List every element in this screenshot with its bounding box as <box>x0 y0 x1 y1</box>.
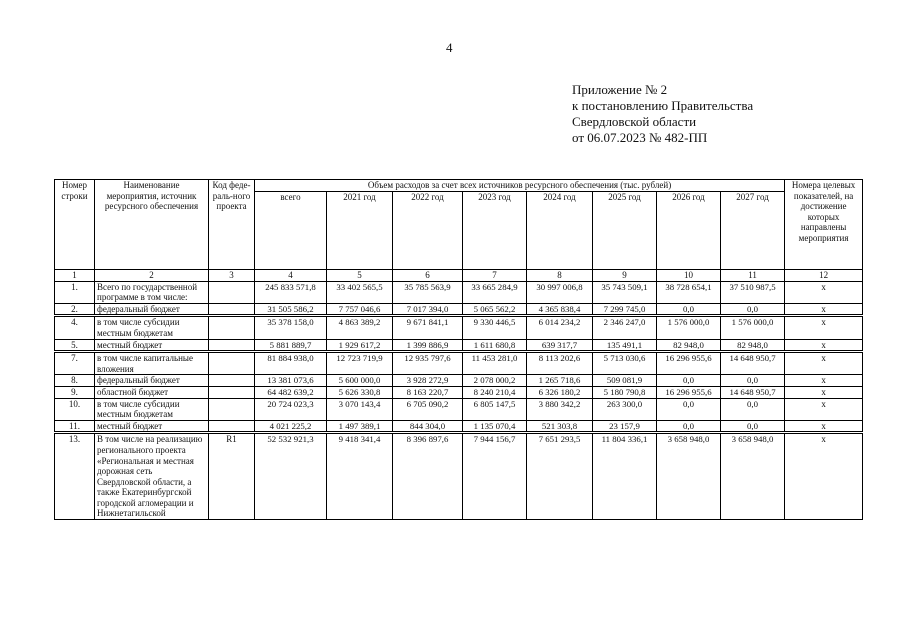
table-row <box>55 352 863 375</box>
appendix-resolution: к постановлению Правительства <box>572 98 754 113</box>
row-2026: 82 948,0 <box>657 339 721 352</box>
table-header-row <box>55 180 863 192</box>
header-targets: Номера целевых показателей, на достижение которых направлены мероприятия <box>785 180 863 270</box>
row-2025: 2 346 247,0 <box>593 316 657 339</box>
row-2021: 5 600 000,0 <box>327 375 393 387</box>
header-volume: Объем расходов за счет всех источников ресурсного обеспечения (тыс. рублей) <box>255 180 785 192</box>
row-2022: 6 705 090,2 <box>393 398 463 420</box>
table-row <box>55 281 863 303</box>
row-2021: 33 402 565,5 <box>327 281 393 303</box>
row-project-code: R1 <box>209 433 255 520</box>
row-name: Всего по государственной программе в том числе: <box>95 281 209 303</box>
row-2026: 38 728 654,1 <box>657 281 721 303</box>
row-2022: 35 785 563,9 <box>393 281 463 303</box>
row-name: федеральный бюджет <box>95 375 209 387</box>
row-2021: 1 497 389,1 <box>327 420 393 433</box>
row-2021: 5 626 330,8 <box>327 386 393 398</box>
row-number: 9. <box>55 386 95 398</box>
row-total: 52 532 921,3 <box>255 433 327 520</box>
header-2021: 2021 год <box>327 191 393 269</box>
row-2021: 1 929 617,2 <box>327 339 393 352</box>
header-total: всего <box>255 191 327 269</box>
row-targets: x <box>785 316 863 339</box>
row-2027: 1 576 000,0 <box>721 316 785 339</box>
row-number: 8. <box>55 375 95 387</box>
row-2026: 1 576 000,0 <box>657 316 721 339</box>
row-2022: 9 671 841,1 <box>393 316 463 339</box>
row-2022: 844 304,0 <box>393 420 463 433</box>
row-2021: 12 723 719,9 <box>327 352 393 375</box>
row-2026: 0,0 <box>657 303 721 316</box>
row-total: 31 505 586,2 <box>255 303 327 316</box>
row-2025: 7 299 745,0 <box>593 303 657 316</box>
row-2025: 263 300,0 <box>593 398 657 420</box>
row-total: 64 482 639,2 <box>255 386 327 398</box>
header-2027: 2027 год <box>721 191 785 269</box>
row-2023: 6 805 147,5 <box>463 398 527 420</box>
header-name: Наименование мероприятия, источник ресурсного обеспечения <box>95 180 209 270</box>
row-2026: 3 658 948,0 <box>657 433 721 520</box>
row-project-code <box>209 420 255 433</box>
row-2021: 7 757 046,6 <box>327 303 393 316</box>
row-2023: 5 065 562,2 <box>463 303 527 316</box>
row-2022: 8 396 897,6 <box>393 433 463 520</box>
header-2024: 2024 год <box>527 191 593 269</box>
row-number: 2. <box>55 303 95 316</box>
page-number: 4 <box>446 40 453 55</box>
row-targets: x <box>785 386 863 398</box>
row-targets: x <box>785 281 863 303</box>
row-2025: 35 743 509,1 <box>593 281 657 303</box>
row-2026: 0,0 <box>657 420 721 433</box>
header-2022: 2022 год <box>393 191 463 269</box>
row-2027: 0,0 <box>721 303 785 316</box>
row-project-code <box>209 386 255 398</box>
row-2024: 3 880 342,2 <box>527 398 593 420</box>
row-2023: 9 330 446,5 <box>463 316 527 339</box>
row-2027: 0,0 <box>721 375 785 387</box>
row-2024: 4 365 838,4 <box>527 303 593 316</box>
row-targets: x <box>785 303 863 316</box>
row-number: 1. <box>55 281 95 303</box>
row-2027: 14 648 950,7 <box>721 352 785 375</box>
row-project-code <box>209 375 255 387</box>
row-2024: 30 997 006,8 <box>527 281 593 303</box>
table-row <box>55 339 863 352</box>
column-number: 5 <box>327 270 393 282</box>
row-number: 7. <box>55 352 95 375</box>
row-total: 245 833 571,8 <box>255 281 327 303</box>
row-total: 13 381 073,6 <box>255 375 327 387</box>
row-2025: 5 713 030,6 <box>593 352 657 375</box>
row-2021: 3 070 143,4 <box>327 398 393 420</box>
row-2022: 8 163 220,7 <box>393 386 463 398</box>
row-2021: 4 863 389,2 <box>327 316 393 339</box>
row-total: 20 724 023,3 <box>255 398 327 420</box>
row-2023: 2 078 000,2 <box>463 375 527 387</box>
budget-table <box>54 179 863 520</box>
header-code: Код феде-раль-ного проекта <box>209 180 255 270</box>
row-project-code <box>209 398 255 420</box>
row-2027: 0,0 <box>721 420 785 433</box>
row-number: 13. <box>55 433 95 520</box>
column-number: 3 <box>209 270 255 282</box>
row-2023: 1 611 680,8 <box>463 339 527 352</box>
row-2024: 1 265 718,6 <box>527 375 593 387</box>
row-2027: 37 510 987,5 <box>721 281 785 303</box>
row-name: местный бюджет <box>95 420 209 433</box>
row-2026: 0,0 <box>657 375 721 387</box>
appendix-region: Свердловской области <box>572 114 697 129</box>
row-2026: 16 296 955,6 <box>657 352 721 375</box>
table-row <box>55 316 863 339</box>
row-number: 4. <box>55 316 95 339</box>
row-name: в том числе субсидии местным бюджетам <box>95 316 209 339</box>
column-number: 2 <box>95 270 209 282</box>
row-2024: 6 326 180,2 <box>527 386 593 398</box>
row-2023: 33 665 284,9 <box>463 281 527 303</box>
table-row <box>55 420 863 433</box>
row-total: 4 021 225,2 <box>255 420 327 433</box>
table-row <box>55 386 863 398</box>
row-2024: 8 113 202,6 <box>527 352 593 375</box>
row-project-code <box>209 281 255 303</box>
row-2023: 7 944 156,7 <box>463 433 527 520</box>
header-2025: 2025 год <box>593 191 657 269</box>
row-name: в том числе капитальные вложения <box>95 352 209 375</box>
header-2026: 2026 год <box>657 191 721 269</box>
row-number: 5. <box>55 339 95 352</box>
row-2027: 3 658 948,0 <box>721 433 785 520</box>
appendix-title: Приложение № 2 <box>572 82 668 97</box>
column-number: 9 <box>593 270 657 282</box>
row-2022: 3 928 272,9 <box>393 375 463 387</box>
row-2023: 8 240 210,4 <box>463 386 527 398</box>
row-name: В том числе на реализацию регионального проекта «Региональная и местная дорожная сеть Свердловской области, а также Екатеринбургской городской агломерации и Нижнетагильской <box>95 433 209 520</box>
column-numbers-row <box>55 270 863 282</box>
table-row <box>55 433 863 520</box>
row-2027: 14 648 950,7 <box>721 386 785 398</box>
row-targets: x <box>785 433 863 520</box>
row-2021: 9 418 341,4 <box>327 433 393 520</box>
column-number: 4 <box>255 270 327 282</box>
row-2024: 6 014 234,2 <box>527 316 593 339</box>
column-number: 1 <box>55 270 95 282</box>
column-number: 6 <box>393 270 463 282</box>
row-2027: 82 948,0 <box>721 339 785 352</box>
column-number: 7 <box>463 270 527 282</box>
row-2027: 0,0 <box>721 398 785 420</box>
row-targets: x <box>785 339 863 352</box>
row-2022: 12 935 797,6 <box>393 352 463 375</box>
appendix-date: от 06.07.2023 № 482-ПП <box>572 130 708 145</box>
column-number: 12 <box>785 270 863 282</box>
table-row <box>55 398 863 420</box>
row-number: 10. <box>55 398 95 420</box>
row-2025: 5 180 790,8 <box>593 386 657 398</box>
row-total: 5 881 889,7 <box>255 339 327 352</box>
row-name: федеральный бюджет <box>95 303 209 316</box>
row-2024: 7 651 293,5 <box>527 433 593 520</box>
row-2025: 23 157,9 <box>593 420 657 433</box>
row-2026: 16 296 955,6 <box>657 386 721 398</box>
header-2023: 2023 год <box>463 191 527 269</box>
row-2024: 521 303,8 <box>527 420 593 433</box>
row-project-code <box>209 303 255 316</box>
row-number: 11. <box>55 420 95 433</box>
row-total: 35 378 158,0 <box>255 316 327 339</box>
row-2023: 11 453 281,0 <box>463 352 527 375</box>
row-project-code <box>209 339 255 352</box>
row-2025: 509 081,9 <box>593 375 657 387</box>
row-name: местный бюджет <box>95 339 209 352</box>
table-row <box>55 303 863 316</box>
column-number: 10 <box>657 270 721 282</box>
row-2025: 135 491,1 <box>593 339 657 352</box>
row-name: областной бюджет <box>95 386 209 398</box>
column-number: 8 <box>527 270 593 282</box>
row-targets: x <box>785 375 863 387</box>
row-2026: 0,0 <box>657 398 721 420</box>
table-row <box>55 375 863 387</box>
row-targets: x <box>785 352 863 375</box>
row-targets: x <box>785 420 863 433</box>
row-2022: 1 399 886,9 <box>393 339 463 352</box>
header-row-no: Номер строки <box>55 180 95 270</box>
row-name: в том числе субсидии местным бюджетам <box>95 398 209 420</box>
row-2023: 1 135 070,4 <box>463 420 527 433</box>
row-2025: 11 804 336,1 <box>593 433 657 520</box>
row-project-code <box>209 352 255 375</box>
row-2022: 7 017 394,0 <box>393 303 463 316</box>
appendix-block <box>572 82 753 146</box>
row-total: 81 884 938,0 <box>255 352 327 375</box>
row-targets: x <box>785 398 863 420</box>
column-number: 11 <box>721 270 785 282</box>
row-2024: 639 317,7 <box>527 339 593 352</box>
row-project-code <box>209 316 255 339</box>
